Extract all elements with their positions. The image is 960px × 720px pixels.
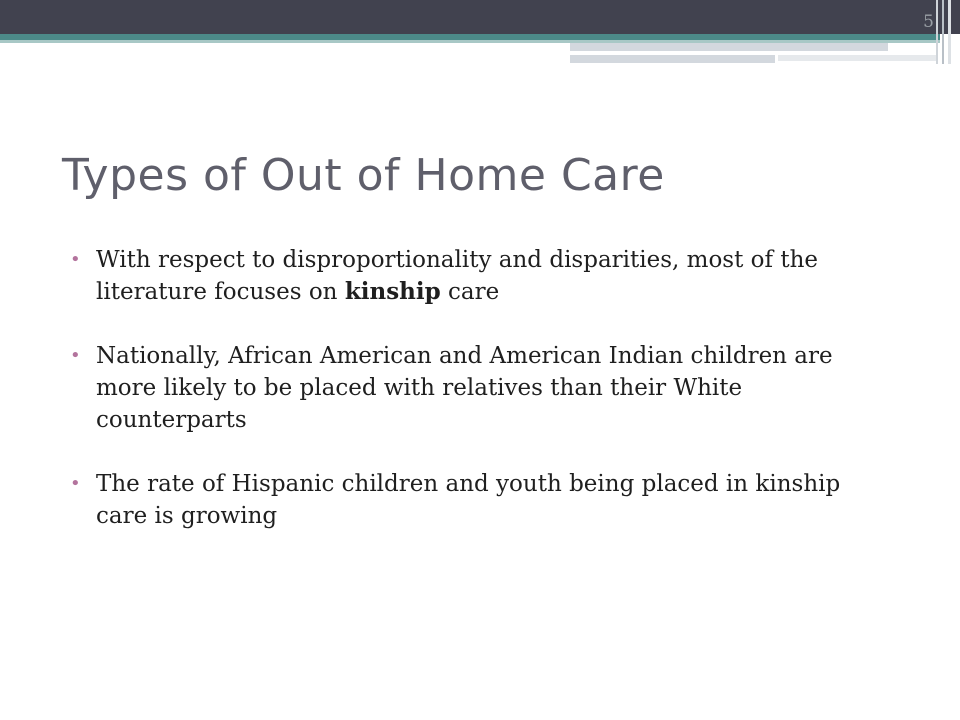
bullet-marker: • <box>70 345 81 366</box>
bullet-text: With respect to disproportionality and disparities, most of the literature focuses on <box>96 247 818 305</box>
bullet-item <box>70 468 890 532</box>
bullet-text: Nationally, African American and American Indian children are more likely to be placed with relatives than their White counterparts <box>96 343 833 433</box>
header-band <box>0 0 960 34</box>
page-number: 5 <box>923 12 934 32</box>
header-decor-bar <box>570 43 888 51</box>
bullet-text: The rate of Hispanic children and youth being placed in kinship care is growing <box>96 471 841 529</box>
bullet-marker: • <box>70 473 81 494</box>
header-decor-bar <box>570 55 775 63</box>
header-decor-line <box>936 0 938 64</box>
header-decor-bar <box>778 55 938 61</box>
bullet-item <box>70 244 890 308</box>
bullet-item <box>70 340 890 436</box>
bullet-text: care <box>440 279 500 305</box>
header-decor-line <box>942 0 944 64</box>
slide-title: Types of Out of Home Care <box>62 150 665 201</box>
bullet-list <box>70 244 890 564</box>
bullet-emphasis: kinship <box>344 278 441 305</box>
header-decor-line <box>948 0 951 64</box>
bullet-marker: • <box>70 249 81 270</box>
